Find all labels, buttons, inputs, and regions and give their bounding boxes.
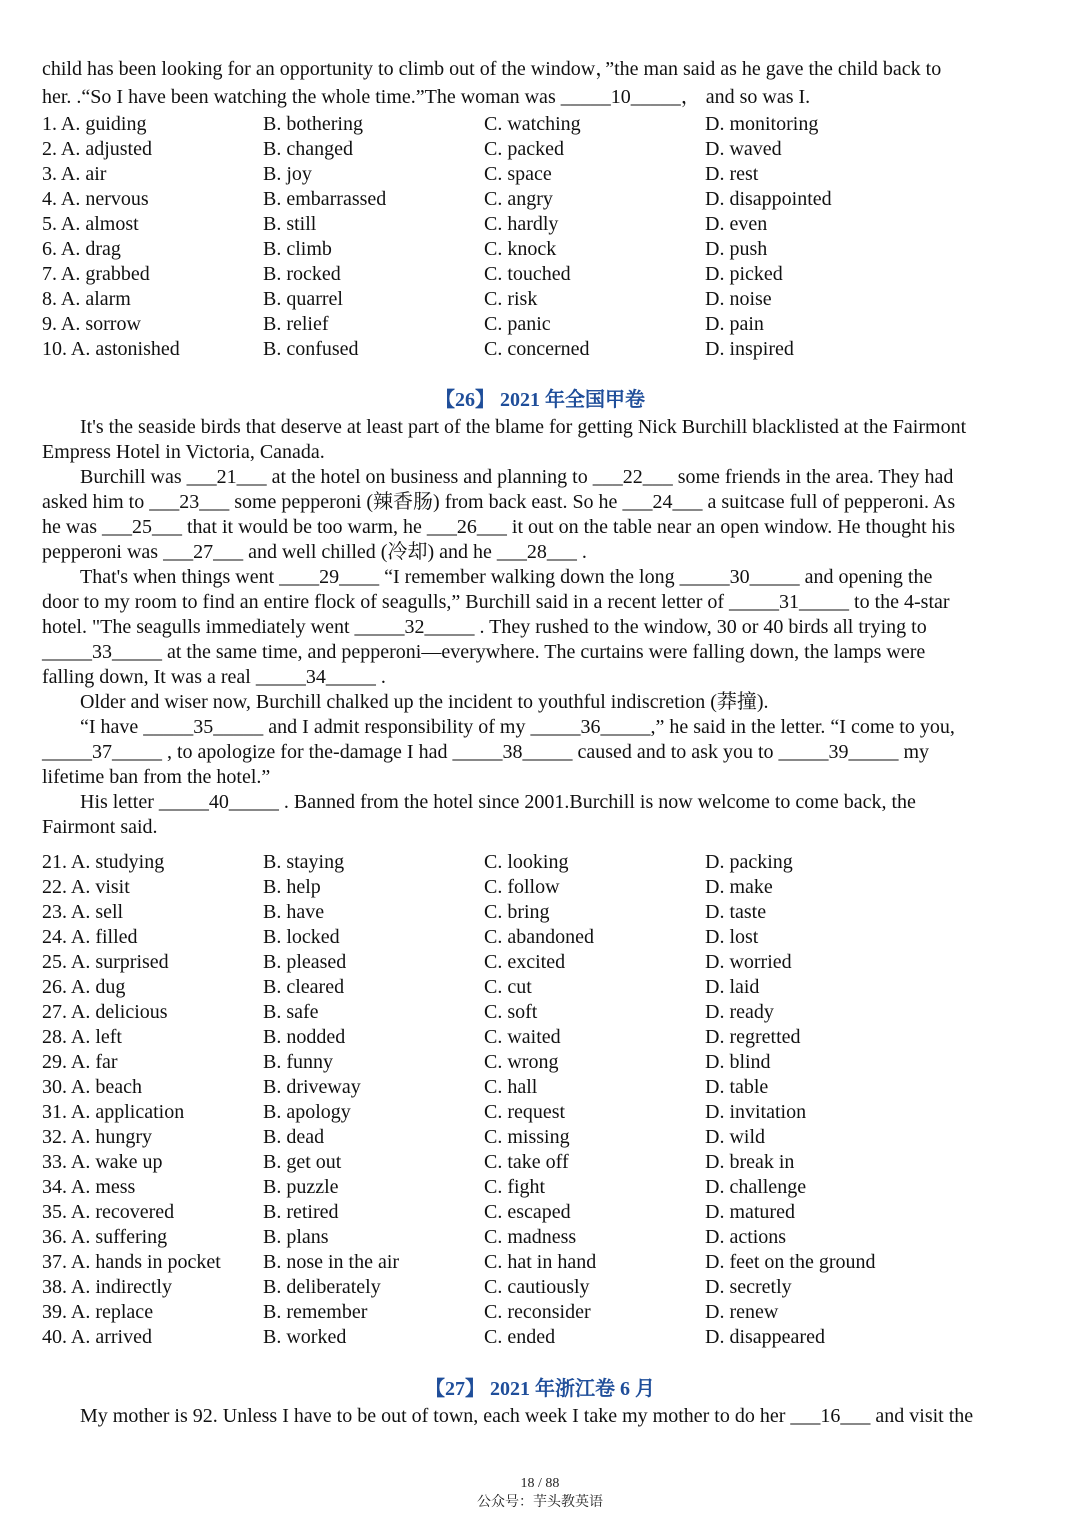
option-row bbox=[42, 187, 1042, 212]
page-number: 18 / 88 bbox=[520, 1476, 560, 1491]
option-a: 36. A. suffering bbox=[42, 1226, 168, 1248]
option-b: B. rocked bbox=[263, 263, 341, 285]
option-b: B. remember bbox=[263, 1301, 368, 1323]
option-d: D. renew bbox=[705, 1301, 779, 1323]
option-a: 34. A. mess bbox=[42, 1176, 136, 1198]
option-c: C. abandoned bbox=[484, 926, 594, 948]
option-d: D. monitoring bbox=[705, 113, 819, 135]
option-d: D. table bbox=[705, 1076, 769, 1098]
option-d: D. rest bbox=[705, 163, 759, 185]
option-a: 33. A. wake up bbox=[42, 1151, 163, 1173]
option-c: C. touched bbox=[484, 263, 571, 285]
option-c: C. take off bbox=[484, 1151, 569, 1173]
option-c: C. waited bbox=[484, 1026, 561, 1048]
passage-line: It's the seaside birds that deserve at least part of the blame for getting Nick Burchill blacklisted at the Fairmont bbox=[80, 416, 967, 438]
option-d: D. wild bbox=[705, 1126, 765, 1148]
option-d: D. regretted bbox=[705, 1026, 801, 1048]
option-row bbox=[42, 1000, 1042, 1025]
option-a: 8. A. alarm bbox=[42, 288, 131, 310]
option-row bbox=[42, 1125, 1042, 1150]
option-b: B. still bbox=[263, 213, 317, 235]
option-d: D. even bbox=[705, 213, 768, 235]
option-b: B. changed bbox=[263, 138, 353, 160]
option-d: D. blind bbox=[705, 1051, 771, 1073]
option-b: B. nodded bbox=[263, 1026, 346, 1048]
option-row bbox=[42, 975, 1042, 1000]
option-b: B. confused bbox=[263, 338, 359, 360]
option-d: D. make bbox=[705, 876, 773, 898]
option-c: C. hall bbox=[484, 1076, 538, 1098]
option-d: D. challenge bbox=[705, 1176, 807, 1198]
option-d: D. invitation bbox=[705, 1101, 807, 1123]
footer-account: 公众号：芋头教英语 bbox=[477, 1495, 603, 1510]
passage-line: _____37_____ , to apologize for the-damage I had _____38_____ caused and to ask you to _____39_____ my bbox=[42, 741, 930, 763]
option-row bbox=[42, 312, 1042, 337]
option-row bbox=[42, 1300, 1042, 1325]
option-d: D. push bbox=[705, 238, 768, 260]
option-d: D. lost bbox=[705, 926, 759, 948]
option-b: B. retired bbox=[263, 1201, 339, 1223]
passage-line: _____33_____ at the same time, and pepperoni—everywhere. The curtains were falling down, the lamps were bbox=[42, 641, 926, 663]
option-a: 26. A. dug bbox=[42, 976, 126, 998]
option-row bbox=[42, 262, 1042, 287]
option-d: D. feet on the ground bbox=[705, 1251, 876, 1273]
passage-line: His letter _____40_____ . Banned from the hotel since 2001.Burchill is now welcome to come back, the bbox=[80, 791, 916, 813]
option-a: 31. A. application bbox=[42, 1101, 185, 1123]
option-c: C. hat in hand bbox=[484, 1251, 597, 1273]
option-a: 29. A. far bbox=[42, 1051, 118, 1073]
option-b: B. climb bbox=[263, 238, 332, 260]
section-heading-27: 【27】 2021 年浙江卷 6 月 bbox=[425, 1378, 655, 1400]
option-a: 30. A. beach bbox=[42, 1076, 142, 1098]
option-c: C. madness bbox=[484, 1226, 577, 1248]
option-a: 7. A. grabbed bbox=[42, 263, 150, 285]
option-a: 38. A. indirectly bbox=[42, 1276, 172, 1298]
passage-line: lifetime ban from the hotel.” bbox=[42, 766, 271, 788]
option-row bbox=[42, 237, 1042, 262]
option-row bbox=[42, 1075, 1042, 1100]
option-row bbox=[42, 850, 1042, 875]
section-heading-26: 【26】 2021 年全国甲卷 bbox=[435, 389, 645, 411]
option-b: B. worked bbox=[263, 1326, 347, 1348]
option-b: B. funny bbox=[263, 1051, 333, 1073]
option-b: B. cleared bbox=[263, 976, 345, 998]
option-b: B. staying bbox=[263, 851, 345, 873]
option-c: C. risk bbox=[484, 288, 538, 310]
option-row bbox=[42, 112, 1042, 137]
option-row bbox=[42, 1275, 1042, 1300]
option-a: 27. A. delicious bbox=[42, 1001, 168, 1023]
option-c: C. fight bbox=[484, 1176, 546, 1198]
option-a: 22. A. visit bbox=[42, 876, 130, 898]
option-c: C. reconsider bbox=[484, 1301, 591, 1323]
option-a: 3. A. air bbox=[42, 163, 107, 185]
option-a: 39. A. replace bbox=[42, 1301, 154, 1323]
passage-line: pepperoni was ___27___ and well chilled (冷却) and he ___28___ . bbox=[42, 541, 587, 563]
option-a: 37. A. hands in pocket bbox=[42, 1251, 221, 1273]
option-c: C. angry bbox=[484, 188, 553, 210]
option-b: B. help bbox=[263, 876, 321, 898]
option-a: 4. A. nervous bbox=[42, 188, 149, 210]
option-b: B. get out bbox=[263, 1151, 342, 1173]
option-c: C. ended bbox=[484, 1326, 556, 1348]
option-c: C. cautiously bbox=[484, 1276, 590, 1298]
option-d: D. actions bbox=[705, 1226, 787, 1248]
option-a: 28. A. left bbox=[42, 1026, 122, 1048]
option-a: 35. A. recovered bbox=[42, 1201, 175, 1223]
option-d: D. picked bbox=[705, 263, 783, 285]
option-row bbox=[42, 1100, 1042, 1125]
option-row bbox=[42, 925, 1042, 950]
option-b: B. embarrassed bbox=[263, 188, 387, 210]
passage-line: Burchill was ___21___ at the hotel on business and planning to ___22___ some friends in the area. They had bbox=[80, 466, 954, 488]
passage-line: My mother is 92. Unless I have to be out of town, each week I take my mother to do her ___16___ and visit the bbox=[80, 1405, 974, 1427]
option-d: D. disappeared bbox=[705, 1326, 825, 1348]
option-row bbox=[42, 1200, 1042, 1225]
option-b: B. relief bbox=[263, 313, 329, 335]
option-d: D. waved bbox=[705, 138, 782, 160]
option-b: B. driveway bbox=[263, 1076, 361, 1098]
option-a: 5. A. almost bbox=[42, 213, 139, 235]
option-d: D. disappointed bbox=[705, 188, 832, 210]
option-d: D. noise bbox=[705, 288, 772, 310]
option-row bbox=[42, 1250, 1042, 1275]
option-b: B. apology bbox=[263, 1101, 351, 1123]
option-c: C. escaped bbox=[484, 1201, 571, 1223]
option-c: C. follow bbox=[484, 876, 560, 898]
option-a: 6. A. drag bbox=[42, 238, 121, 260]
passage-line: he was ___25___ that it would be too warm, he ___26___ it out on the table near an open window. He thought his bbox=[42, 516, 955, 538]
option-c: C. concerned bbox=[484, 338, 590, 360]
option-b: B. have bbox=[263, 901, 325, 923]
passage-line: “I have _____35_____ and I admit responsibility of my _____36_____,” he said in the letter. “I come to you, bbox=[80, 716, 955, 738]
option-row bbox=[42, 875, 1042, 900]
option-c: C. excited bbox=[484, 951, 566, 973]
option-d: D. matured bbox=[705, 1201, 795, 1223]
option-d: D. worried bbox=[705, 951, 792, 973]
passage-line: child has been looking for an opportunity to climb out of the window，”the man said as he gave the child back to bbox=[42, 58, 942, 80]
option-row bbox=[42, 1025, 1042, 1050]
option-a: 24. A. filled bbox=[42, 926, 138, 948]
option-c: C. packed bbox=[484, 138, 564, 160]
option-b: B. deliberately bbox=[263, 1276, 381, 1298]
passage-line: That's when things went ____29____ “I remember walking down the long _____30_____ and opening the bbox=[80, 566, 933, 588]
passage-line: door to my room to find an entire flock of seagulls,” Burchill said in a recent letter of _____31_____ to the 4-star bbox=[42, 591, 950, 613]
option-row bbox=[42, 287, 1042, 312]
option-c: C. watching bbox=[484, 113, 581, 135]
option-a: 2. A. adjusted bbox=[42, 138, 152, 160]
option-a: 10. A. astonished bbox=[42, 338, 180, 360]
option-b: B. plans bbox=[263, 1226, 329, 1248]
option-d: D. inspired bbox=[705, 338, 794, 360]
passage-line: Older and wiser now, Burchill chalked up the incident to youthful indiscretion (莽撞). bbox=[80, 691, 769, 713]
option-d: D. taste bbox=[705, 901, 767, 923]
option-b: B. quarrel bbox=[263, 288, 343, 310]
option-b: B. dead bbox=[263, 1126, 325, 1148]
option-row bbox=[42, 1325, 1042, 1350]
option-row bbox=[42, 950, 1042, 975]
option-a: 21. A. studying bbox=[42, 851, 165, 873]
option-c: C. request bbox=[484, 1101, 566, 1123]
option-d: D. break in bbox=[705, 1151, 795, 1173]
option-a: 23. A. sell bbox=[42, 901, 124, 923]
option-a: 9. A. sorrow bbox=[42, 313, 141, 335]
option-c: C. missing bbox=[484, 1126, 570, 1148]
option-d: D. packing bbox=[705, 851, 793, 873]
option-a: 25. A. surprised bbox=[42, 951, 169, 973]
option-row bbox=[42, 900, 1042, 925]
option-b: B. bothering bbox=[263, 113, 363, 135]
option-c: C. panic bbox=[484, 313, 551, 335]
option-row bbox=[42, 137, 1042, 162]
option-row bbox=[42, 162, 1042, 187]
option-row bbox=[42, 1225, 1042, 1250]
option-c: C. bring bbox=[484, 901, 550, 923]
passage-line: Fairmont said. bbox=[42, 816, 158, 838]
option-c: C. hardly bbox=[484, 213, 559, 235]
option-d: D. ready bbox=[705, 1001, 774, 1023]
option-d: D. laid bbox=[705, 976, 760, 998]
option-c: C. wrong bbox=[484, 1051, 559, 1073]
passage-line: her. .“So I have been watching the whole time.”The woman was _____10_____， and so was I. bbox=[42, 86, 811, 108]
option-row bbox=[42, 1050, 1042, 1075]
option-c: C. cut bbox=[484, 976, 532, 998]
option-d: D. secretly bbox=[705, 1276, 792, 1298]
option-row bbox=[42, 337, 1042, 362]
option-c: C. soft bbox=[484, 1001, 538, 1023]
option-d: D. pain bbox=[705, 313, 764, 335]
passage-line: hotel. "The seagulls immediately went _____32_____ . They rushed to the window, 30 or 40 birds all trying to bbox=[42, 616, 927, 638]
option-a: 40. A. arrived bbox=[42, 1326, 152, 1348]
option-b: B. puzzle bbox=[263, 1176, 339, 1198]
option-row bbox=[42, 1175, 1042, 1200]
option-row bbox=[42, 212, 1042, 237]
option-b: B. locked bbox=[263, 926, 340, 948]
option-b: B. nose in the air bbox=[263, 1251, 400, 1273]
option-b: B. safe bbox=[263, 1001, 319, 1023]
option-c: C. knock bbox=[484, 238, 557, 260]
option-b: B. joy bbox=[263, 163, 312, 185]
option-c: C. looking bbox=[484, 851, 569, 873]
option-row bbox=[42, 1150, 1042, 1175]
option-a: 1. A. guiding bbox=[42, 113, 147, 135]
option-b: B. pleased bbox=[263, 951, 347, 973]
passage-line: asked him to ___23___ some pepperoni (辣香肠) from back east. So he ___24___ a suitcase full of pepperoni. As bbox=[42, 491, 956, 513]
passage-line: falling down, It was a real _____34_____ . bbox=[42, 666, 386, 688]
option-a: 32. A. hungry bbox=[42, 1126, 152, 1148]
passage-line: Empress Hotel in Victoria, Canada. bbox=[42, 441, 325, 463]
option-c: C. space bbox=[484, 163, 552, 185]
